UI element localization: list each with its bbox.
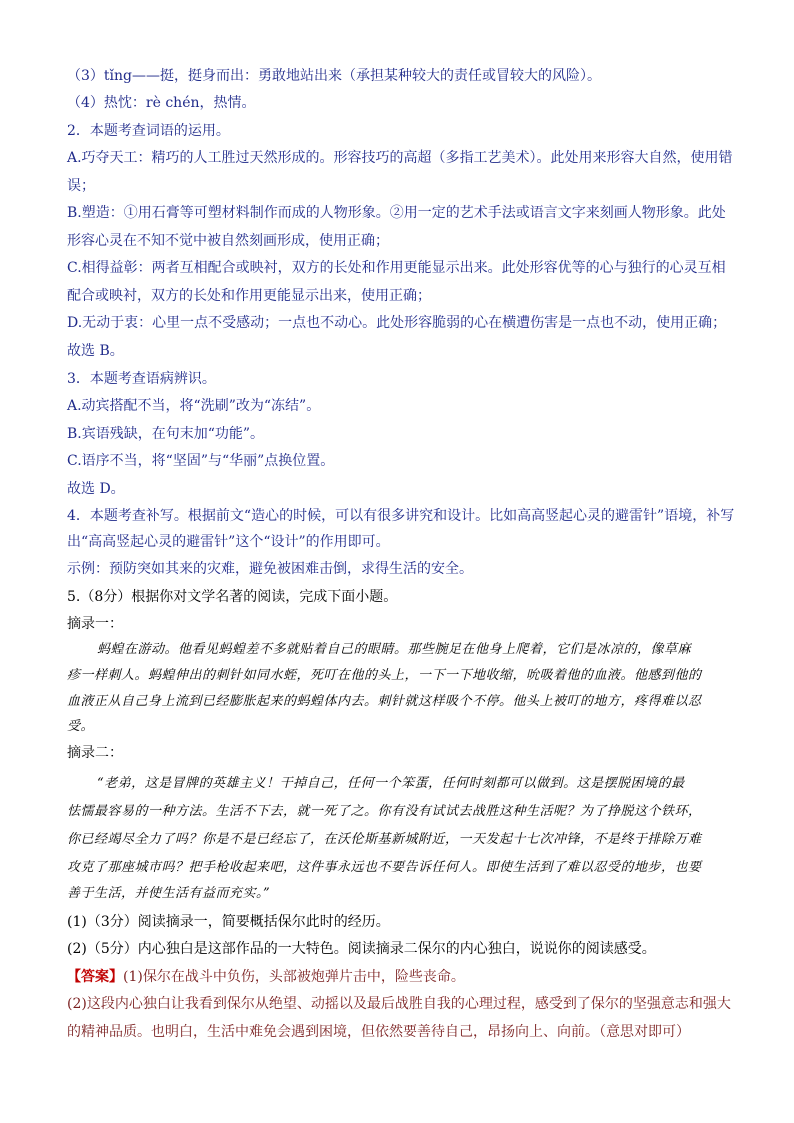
text-line: A.动宾搭配不当，将“洗刷”改为“冻结”。 (67, 398, 321, 414)
excerpt2-line: “老弟，这是冒牌的英雄主义！干掉自己，任何一个笨蛋，任何时刻都可以做到。这是摆脱困境的最 (97, 776, 685, 791)
text-line: B.宾语残缺，在句末加“功能”。 (67, 426, 265, 442)
answer-line (67, 967, 734, 987)
excerpt-label: 摘录一： (67, 616, 123, 632)
answer-line: 的精神品质。也明白，生活中难免会遇到困境，但依然要善待自己，昂扬向上、向前。（意思对即可） (67, 1024, 690, 1040)
text-line: 故选 B。 (67, 343, 124, 359)
excerpt2-line: 你已经竭尽全力了吗？你是不是已经忘了，在沃伦斯基新城附近，一天发起十七次冲锋，不是终于排除万难 (67, 832, 702, 847)
text-line: 2．本题考查词语的运用。 (67, 123, 230, 139)
excerpt1-line: 疹一样刺人。蚂蝗伸出的刺针如同水蛭，死叮在他的头上，一下一下地收缩，吮吸着他的血液。他感到他的 (67, 668, 702, 683)
question-line: (2)（5分）内心独白是这部作品的一大特色。阅读摘录二保尔的内心独白，说说你的阅读感受。 (67, 941, 656, 957)
text-line: A.巧夺天工：精巧的人工胜过天然形成的。形容技巧的高超（多指工艺美术）。此处用来形容大自然，使用错 (67, 150, 733, 166)
text-line: 故选 D。 (67, 481, 125, 497)
excerpt2-line: 怯懦最容易的一种方法。生活不下去，就一死了之。你有没有试试去战胜这种生活呢？为了挣脱这个铁环， (67, 804, 702, 819)
text-line: B.塑造：①用石膏等可塑材料制作而成的人物形象。②用一定的艺术手法或语言文字来刻画人物形象。此处 (67, 205, 726, 221)
text-line: C.语序不当，将“坚固”与“华丽”点换位置。 (67, 453, 335, 469)
text-line: （3）tǐng——挺，挺身而出：勇敢地站出来（承担某种较大的责任或冒较大的风险）。 (67, 68, 601, 84)
excerpt2-line: 善于生活，并使生活有益而充实。” (67, 886, 271, 901)
text-line: D.无动于衷：心里一点不受感动；一点也不动心。此处形容脆弱的心在横遭伤害是一点也不动，使用正确； (67, 315, 727, 331)
excerpt1-line: 蚂蝗在游动。他看见蚂蝗差不多就贴着自己的眼睛。那些腕足在他身上爬着，它们是冰凉的，像草麻 (97, 642, 692, 657)
text-line: 形容心灵在不知不觉中被自然刻画形成，使用正确； (67, 233, 389, 249)
text-line: 示例：预防突如其来的灾难，避免被困难击倒，求得生活的安全。 (67, 561, 473, 577)
question-line: (1)（3分）阅读摘录一，简要概括保尔此时的经历。 (67, 914, 390, 930)
excerpt-label: 摘录二： (67, 745, 123, 761)
text-line: C.相得益彰：两者互相配合或映衬，双方的长处和作用更能显示出来。此处形容优等的心与独行的心灵互相 (67, 260, 726, 276)
text-line: 4．本题考查补写。根据前文“造心的时候，可以有很多讲究和设计。比如高高竖起心灵的避雷针”语境，补写 (67, 508, 735, 524)
answer-text: (1)保尔在战斗中负伤，头部被炮弹片击中，险些丧命。 (123, 969, 465, 985)
text-line: 误； (67, 178, 95, 194)
text-line: 配合或映衬，双方的长处和作用更能显示出来，使用正确； (67, 288, 431, 304)
question-heading: 5.（8分）根据你对文学名著的阅读，完成下面小题。 (67, 589, 398, 605)
answer-line: (2)这段内心独白让我看到保尔从绝望、动摇以及最后战胜自我的心理过程，感受到了保尔的坚强意志和强大 (67, 996, 731, 1012)
excerpt1-line: 受。 (67, 719, 95, 734)
text-line: 3．本题考查语病辨识。 (67, 371, 216, 387)
excerpt2-line: 攻克了那座城市吗？把手枪收起来吧，这件事永远也不要告诉任何人。即使生活到了难以忍受的地步，也要 (67, 860, 702, 875)
text-line: （4）热忱：rè chén，热情。 (67, 95, 256, 111)
answer-tag: 【答案】 (67, 969, 123, 985)
excerpt1-line: 血液正从自己身上流到已经膨胀起来的蚂蝗体内去。刺针就这样吸个不停。他头上被叮的地方，疼得难以忍 (67, 694, 702, 709)
text-line: 出“高高竖起心灵的避雷针”这个“设计”的作用即可。 (67, 534, 390, 550)
